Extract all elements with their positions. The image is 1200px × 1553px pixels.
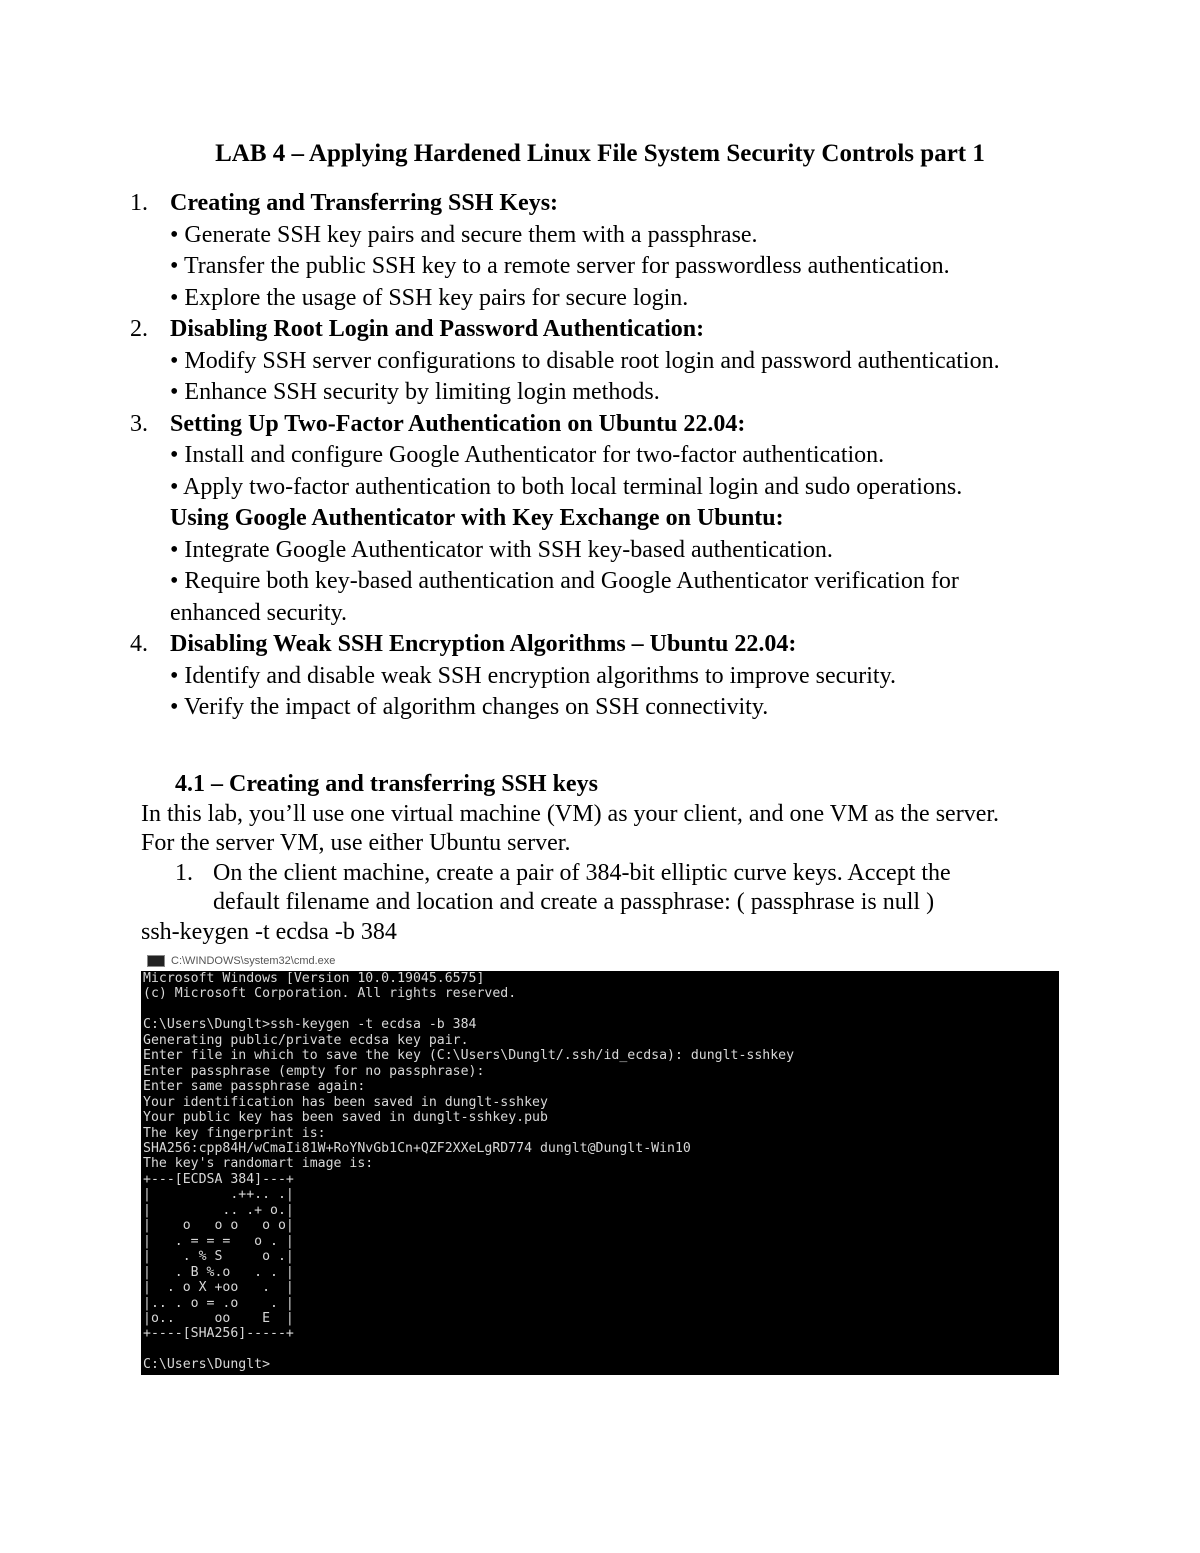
step-item (141, 859, 1141, 918)
objective-heading: Setting Up Two-Factor Authentication on Ubuntu 22.04: (170, 410, 746, 437)
objective-subheading: Using Google Authenticator with Key Exchange on Ubuntu: (170, 505, 784, 531)
terminal-line (143, 1002, 1057, 1017)
terminal-line: | . % S o .| (143, 1249, 294, 1265)
terminal-line: SHA256:cpp84H/wCmaIi81W+RoYNvGb1Cn+QZF2XXeLgRD774 dunglt@Dunglt-Win10 (143, 1140, 691, 1156)
objective-heading: Disabling Root Login and Password Authentication: (170, 316, 705, 342)
terminal-line: |.. . o = .o . | (143, 1295, 294, 1311)
objective-heading: Disabling Weak SSH Encryption Algorithms – Ubuntu 22.04: (170, 631, 797, 657)
command-text: ssh-keygen -t ecdsa -b 384 (141, 918, 397, 945)
objective-bullet: • Transfer the public SSH key to a remote server for passwordless authentication. (170, 253, 950, 279)
terminal-console (141, 971, 1059, 1375)
objective-bullet: • Generate SSH key pairs and secure them with a passphrase. (170, 221, 758, 248)
document-title: LAB 4 – Applying Hardened Linux File System Security Controls part 1 (215, 140, 985, 167)
objective-item (130, 629, 1130, 724)
objective-bullet: • Verify the impact of algorithm changes on SSH connectivity. (170, 694, 769, 720)
objective-bullet: • Modify SSH server configurations to disable root login and password authentication. (170, 347, 1000, 374)
terminal-line: C:\Users\Dunglt> (143, 1357, 271, 1373)
terminal-line: |o.. oo E | (143, 1310, 294, 1326)
terminal-line: Enter passphrase (empty for no passphrase): (143, 1063, 485, 1079)
terminal-line: Enter file in which to save the key (C:\Users\Dunglt/.ssh/id_ecdsa): dunglt-sshkey (143, 1048, 795, 1064)
objective-heading: Creating and Transferring SSH Keys: (170, 190, 559, 216)
objective-item (130, 188, 1130, 314)
objective-bullet: • Install and configure Google Authenticator for two-factor authentication. (170, 442, 885, 468)
objective-bullet: • Require both key-based authentication and Google Authenticator verification for enhanced security. (170, 568, 959, 626)
terminal-line: +----[SHA256]-----+ (143, 1326, 294, 1342)
terminal-line: | . B %.o . . | (143, 1264, 294, 1280)
step-text: On the client machine, create a pair of 384-bit elliptic curve keys. Accept the default filename and location and create a passphrase: ( passphrase is null ) (213, 859, 951, 915)
objective-bullet: • Apply two-factor authentication to both local terminal login and sudo operations. (170, 473, 963, 500)
terminal-titlebar (141, 951, 1059, 971)
terminal-line: | . o X +oo . | (143, 1280, 294, 1296)
terminal-line: Your public key has been saved in dunglt-sshkey.pub (143, 1110, 548, 1126)
terminal-line: C:\Users\Dunglt>ssh-keygen -t ecdsa -b 384 (143, 1017, 477, 1033)
section-4-1 (141, 770, 1141, 947)
objective-number: 4. (130, 631, 148, 657)
terminal-line: +---[ECDSA 384]---+ (143, 1171, 294, 1187)
section-intro: For the server VM, use either Ubuntu server. (141, 830, 571, 856)
objective-bullet: • Enhance SSH security by limiting login methods. (170, 379, 660, 405)
terminal-line: Generating public/private ecdsa key pair. (143, 1032, 469, 1048)
objective-bullet: • Integrate Google Authenticator with SSH key-based authentication. (170, 536, 833, 563)
objective-number: 1. (130, 190, 148, 216)
objectives-list (130, 188, 1130, 724)
terminal-line: The key fingerprint is: (143, 1125, 326, 1141)
terminal-line (143, 1342, 1057, 1357)
cmd-icon (147, 955, 165, 967)
objective-number: 2. (130, 316, 148, 342)
terminal-line: (c) Microsoft Corporation. All rights reserved. (143, 986, 517, 1002)
terminal-line: The key's randomart image is: (143, 1156, 374, 1172)
step-number: 1. (175, 859, 193, 886)
terminal-screenshot (141, 951, 1059, 1375)
terminal-line: Microsoft Windows [Version 10.0.19045.6575] (143, 971, 485, 986)
terminal-line: | o o o o o| (143, 1218, 294, 1234)
terminal-line: Your identification has been saved in dunglt-sshkey (143, 1094, 548, 1110)
terminal-line: | . = = = o . | (143, 1233, 294, 1249)
terminal-window-title: C:\WINDOWS\system32\cmd.exe (171, 955, 336, 967)
objective-item (130, 314, 1130, 409)
objective-number: 3. (130, 410, 148, 437)
objective-bullet: • Explore the usage of SSH key pairs for secure login. (170, 284, 689, 311)
objective-item (130, 409, 1130, 630)
terminal-line: | .++.. .| (143, 1187, 294, 1203)
terminal-line: Enter same passphrase again: (143, 1079, 366, 1095)
terminal-line: | .. .+ o.| (143, 1202, 294, 1218)
section-title: 4.1 – Creating and transferring SSH keys (175, 771, 598, 797)
section-intro: In this lab, you’ll use one virtual machine (VM) as your client, and one VM as the server. (141, 800, 1000, 827)
objective-bullet: • Identify and disable weak SSH encryption algorithms to improve security. (170, 662, 897, 689)
